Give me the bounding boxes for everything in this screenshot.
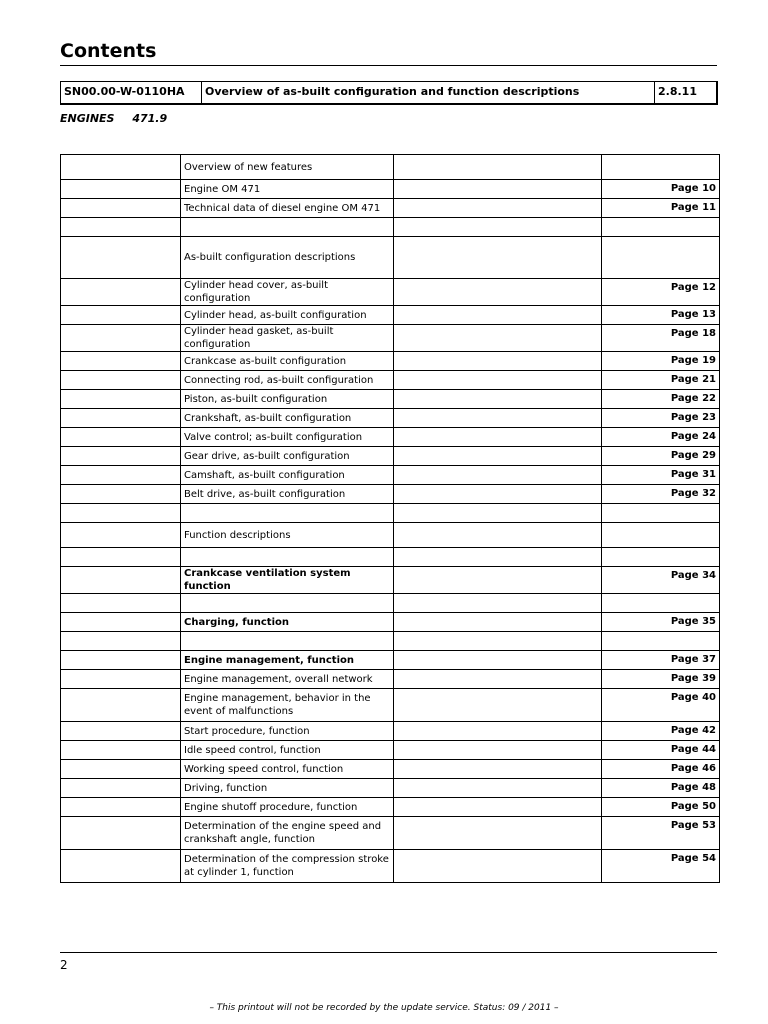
toc-cell-blank (61, 371, 181, 390)
toc-cell-blank (61, 594, 181, 613)
toc-page-ref: Page 31 (602, 466, 720, 485)
toc-row (61, 447, 720, 466)
toc-entry-title: Charging, function (181, 613, 394, 632)
toc-cell-blank (61, 670, 181, 689)
toc-cell-blank (394, 523, 602, 548)
toc-row (61, 817, 720, 850)
toc-cell-blank (394, 567, 602, 594)
toc-row (61, 306, 720, 325)
toc-page-ref (602, 218, 720, 237)
toc-section-heading: Function descriptions (181, 523, 394, 548)
toc-page-ref (602, 237, 720, 279)
toc-page-ref (602, 155, 720, 180)
toc-cell-blank (394, 371, 602, 390)
toc-row (61, 722, 720, 741)
toc-row (61, 504, 720, 523)
toc-cell-blank (61, 466, 181, 485)
toc-cell-blank (61, 798, 181, 817)
toc-cell-blank (394, 447, 602, 466)
toc-cell-blank (394, 850, 602, 883)
toc-cell-blank (61, 218, 181, 237)
toc-cell-blank (61, 632, 181, 651)
toc-cell-blank (394, 548, 602, 567)
page-number: 2 (60, 958, 68, 972)
toc-cell-blank (61, 409, 181, 428)
toc-cell-blank (394, 390, 602, 409)
toc-page-ref: Page 32 (602, 485, 720, 504)
toc-row (61, 523, 720, 548)
toc-entry-title (181, 632, 394, 651)
toc-cell-blank (61, 817, 181, 850)
toc-cell-blank (61, 741, 181, 760)
toc-row (61, 485, 720, 504)
toc-cell-blank (61, 279, 181, 306)
toc-page-ref: Page 29 (602, 447, 720, 466)
toc-page-ref (602, 594, 720, 613)
toc-entry-title: Engine management, behavior in the event of malfunctions (181, 689, 394, 722)
toc-cell-blank (61, 548, 181, 567)
toc-cell-blank (394, 817, 602, 850)
toc-page-ref: Page 40 (602, 689, 720, 722)
toc-entry-title: Crankcase as-built configuration (181, 352, 394, 371)
toc-entry-title (181, 504, 394, 523)
toc-page-ref (602, 548, 720, 567)
contents-table (60, 154, 720, 883)
document-description: Overview of as-built configuration and function descriptions (202, 82, 655, 103)
toc-row (61, 466, 720, 485)
toc-entry-title: Engine management, overall network (181, 670, 394, 689)
toc-cell-blank (394, 279, 602, 306)
toc-cell-blank (394, 409, 602, 428)
footer-divider (60, 952, 717, 953)
toc-page-ref: Page 35 (602, 613, 720, 632)
toc-cell-blank (394, 199, 602, 218)
toc-entry-title: Gear drive, as-built configuration (181, 447, 394, 466)
toc-cell-blank (394, 722, 602, 741)
toc-cell-blank (61, 180, 181, 199)
toc-cell-blank (61, 651, 181, 670)
toc-cell-blank (61, 567, 181, 594)
toc-cell-blank (61, 428, 181, 447)
toc-cell-blank (394, 237, 602, 279)
toc-entry-title: Cylinder head gasket, as-built configuration (181, 325, 394, 352)
toc-row (61, 689, 720, 722)
toc-row (61, 409, 720, 428)
toc-entry-title: Valve control; as-built configuration (181, 428, 394, 447)
toc-cell-blank (61, 237, 181, 279)
toc-cell-blank (394, 798, 602, 817)
toc-entry-title: Crankshaft, as-built configuration (181, 409, 394, 428)
toc-cell-blank (61, 447, 181, 466)
toc-entry-title: Camshaft, as-built configuration (181, 466, 394, 485)
toc-cell-blank (394, 504, 602, 523)
toc-page-ref: Page 24 (602, 428, 720, 447)
toc-page-ref: Page 50 (602, 798, 720, 817)
toc-row (61, 567, 720, 594)
toc-row (61, 760, 720, 779)
toc-page-ref: Page 23 (602, 409, 720, 428)
toc-page-ref: Page 34 (602, 567, 720, 594)
toc-entry-title: Engine management, function (181, 651, 394, 670)
toc-row (61, 594, 720, 613)
toc-cell-blank (61, 485, 181, 504)
toc-entry-title: Belt drive, as-built configuration (181, 485, 394, 504)
toc-section-heading: As-built configuration descriptions (181, 237, 394, 279)
toc-cell-blank (394, 594, 602, 613)
toc-entry-title: Crankcase ventilation system function (181, 567, 394, 594)
toc-row (61, 218, 720, 237)
toc-cell-blank (61, 779, 181, 798)
toc-cell-blank (61, 199, 181, 218)
toc-cell-blank (394, 180, 602, 199)
document-version: 2.8.11 (658, 85, 697, 98)
toc-cell-blank (61, 306, 181, 325)
toc-page-ref: Page 19 (602, 352, 720, 371)
toc-row (61, 613, 720, 632)
toc-row (61, 325, 720, 352)
toc-page-ref: Page 10 (602, 180, 720, 199)
toc-row (61, 670, 720, 689)
toc-row (61, 199, 720, 218)
toc-row (61, 180, 720, 199)
toc-entry-title: Cylinder head, as-built configuration (181, 306, 394, 325)
toc-cell-blank (394, 741, 602, 760)
toc-entry-title: Technical data of diesel engine OM 471 (181, 199, 394, 218)
toc-cell-blank (394, 760, 602, 779)
toc-page-ref (602, 504, 720, 523)
toc-cell-blank (394, 306, 602, 325)
toc-entry-title: Determination of the engine speed and crankshaft angle, function (181, 817, 394, 850)
toc-page-ref: Page 54 (602, 850, 720, 883)
toc-page-ref: Page 53 (602, 817, 720, 850)
toc-entry-title: Determination of the compression stroke at cylinder 1, function (181, 850, 394, 883)
toc-cell-blank (394, 428, 602, 447)
toc-row (61, 779, 720, 798)
toc-cell-blank (394, 466, 602, 485)
toc-row (61, 741, 720, 760)
toc-page-ref (602, 632, 720, 651)
toc-cell-blank (394, 689, 602, 722)
toc-entry-title: Connecting rod, as-built configuration (181, 371, 394, 390)
toc-cell-blank (394, 325, 602, 352)
toc-row (61, 850, 720, 883)
toc-cell-blank (61, 325, 181, 352)
toc-entry-title: Piston, as-built configuration (181, 390, 394, 409)
toc-row (61, 632, 720, 651)
toc-page-ref: Page 11 (602, 199, 720, 218)
toc-page-ref: Page 18 (602, 325, 720, 352)
toc-cell-blank (61, 523, 181, 548)
toc-cell-blank (394, 218, 602, 237)
toc-entry-title (181, 594, 394, 613)
toc-entry-title: Working speed control, function (181, 760, 394, 779)
page-title: Contents (60, 40, 157, 62)
toc-cell-blank (61, 689, 181, 722)
toc-row (61, 279, 720, 306)
title-divider (60, 65, 717, 66)
toc-page-ref: Page 22 (602, 390, 720, 409)
toc-row (61, 428, 720, 447)
toc-page-ref: Page 12 (602, 279, 720, 306)
toc-cell-blank (61, 613, 181, 632)
toc-page-ref (602, 523, 720, 548)
toc-entry-title (181, 218, 394, 237)
toc-row (61, 798, 720, 817)
toc-entry-title: Cylinder head cover, as-built configuration (181, 279, 394, 306)
toc-cell-blank (61, 722, 181, 741)
toc-cell-blank (394, 613, 602, 632)
toc-cell-blank (394, 651, 602, 670)
engine-category: ENGINES (60, 112, 115, 125)
toc-cell-blank (61, 390, 181, 409)
toc-page-ref: Page 44 (602, 741, 720, 760)
toc-row (61, 352, 720, 371)
engine-subtitle (60, 112, 181, 125)
toc-entry-title: Engine OM 471 (181, 180, 394, 199)
document-id: SN00.00-W-0110HA (61, 82, 202, 103)
toc-cell-blank (61, 155, 181, 180)
toc-row (61, 237, 720, 279)
toc-page-ref: Page 42 (602, 722, 720, 741)
toc-cell-blank (61, 850, 181, 883)
toc-entry-title: Driving, function (181, 779, 394, 798)
toc-cell-blank (394, 485, 602, 504)
toc-cell-blank (61, 352, 181, 371)
toc-page-ref: Page 46 (602, 760, 720, 779)
toc-entry-title: Start procedure, function (181, 722, 394, 741)
toc-row (61, 651, 720, 670)
toc-entry-title: Engine shutoff procedure, function (181, 798, 394, 817)
toc-cell-blank (61, 504, 181, 523)
engine-model: 471.9 (132, 112, 168, 125)
toc-page-ref: Page 37 (602, 651, 720, 670)
toc-cell-blank (394, 670, 602, 689)
toc-entry-title (181, 548, 394, 567)
toc-cell-blank (394, 155, 602, 180)
toc-cell-blank (61, 760, 181, 779)
toc-page-ref: Page 48 (602, 779, 720, 798)
toc-page-ref: Page 21 (602, 371, 720, 390)
toc-page-ref: Page 13 (602, 306, 720, 325)
toc-page-ref: Page 39 (602, 670, 720, 689)
toc-row (61, 548, 720, 567)
toc-entry-title: Idle speed control, function (181, 741, 394, 760)
toc-cell-blank (394, 632, 602, 651)
toc-row (61, 155, 720, 180)
toc-row (61, 371, 720, 390)
toc-row (61, 390, 720, 409)
toc-section-heading: Overview of new features (181, 155, 394, 180)
footer-note: – This printout will not be recorded by the update service. Status: 09 / 2011 – (209, 1003, 559, 1013)
toc-cell-blank (394, 779, 602, 798)
document-header-box (60, 81, 718, 105)
toc-cell-blank (394, 352, 602, 371)
